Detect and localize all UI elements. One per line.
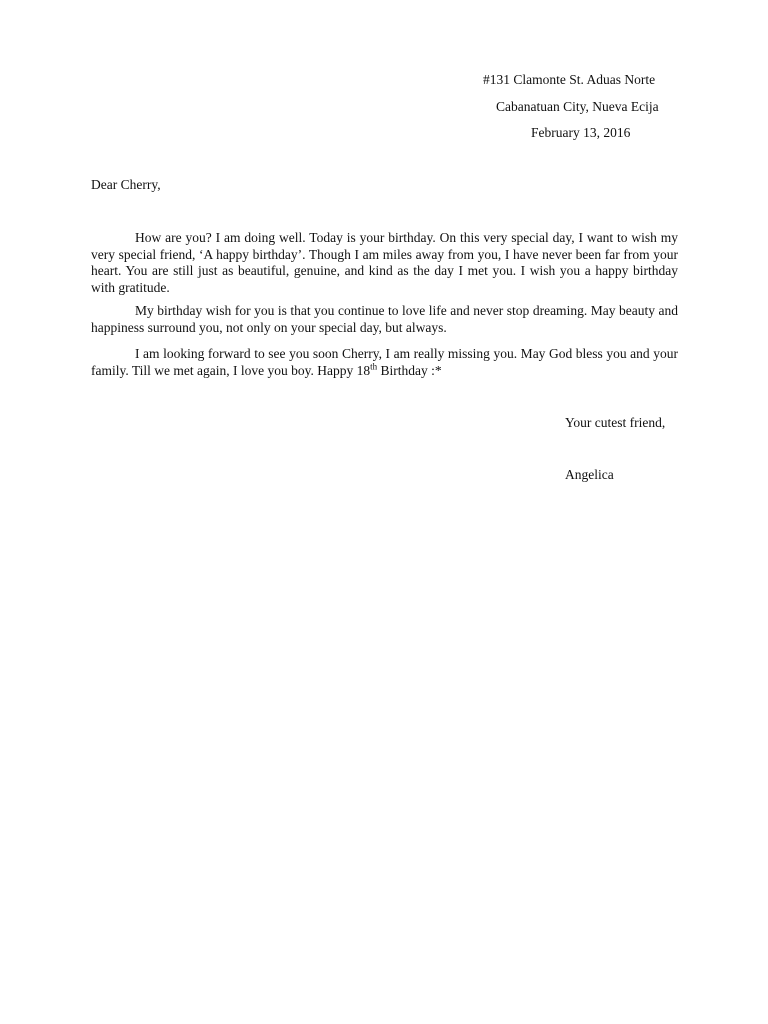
- paragraph-3-ending: Birthday :*: [377, 362, 442, 378]
- address-line-2: Cabanatuan City, Nueva Ecija: [496, 99, 659, 114]
- paragraph-1: [91, 230, 678, 296]
- paragraph-2: [91, 303, 678, 336]
- ordinal-superscript: th: [370, 361, 378, 371]
- salutation: Dear Cherry,: [91, 177, 161, 192]
- letter-date: February 13, 2016: [531, 125, 631, 140]
- paragraph-1-text: How are you? I am doing well. Today is your birthday. On this very special day, I want to wish my very special friend, ‘A happy birthday’. Though I am miles away from you, I have never been far from your heart. You are still just as beautiful, genuine, and kind as the day I met you. I wish you a happy birthday with gratitude.: [91, 230, 678, 295]
- paragraph-2-text: My birthday wish for you is that you continue to love life and never stop dreaming. May beauty and happiness surround you, not only on your special day, but always.: [91, 303, 678, 335]
- complimentary-close: Your cutest friend,: [565, 415, 666, 430]
- address-line-1: #131 Clamonte St. Aduas Norte: [483, 72, 656, 87]
- signature-name: Angelica: [565, 467, 614, 482]
- paragraph-3-text: I am looking forward to see you soon Cherry, I am really missing you. May God bless you and your family. Till we met again, I love you boy. Happy 18: [91, 346, 678, 378]
- paragraph-3: [91, 346, 678, 379]
